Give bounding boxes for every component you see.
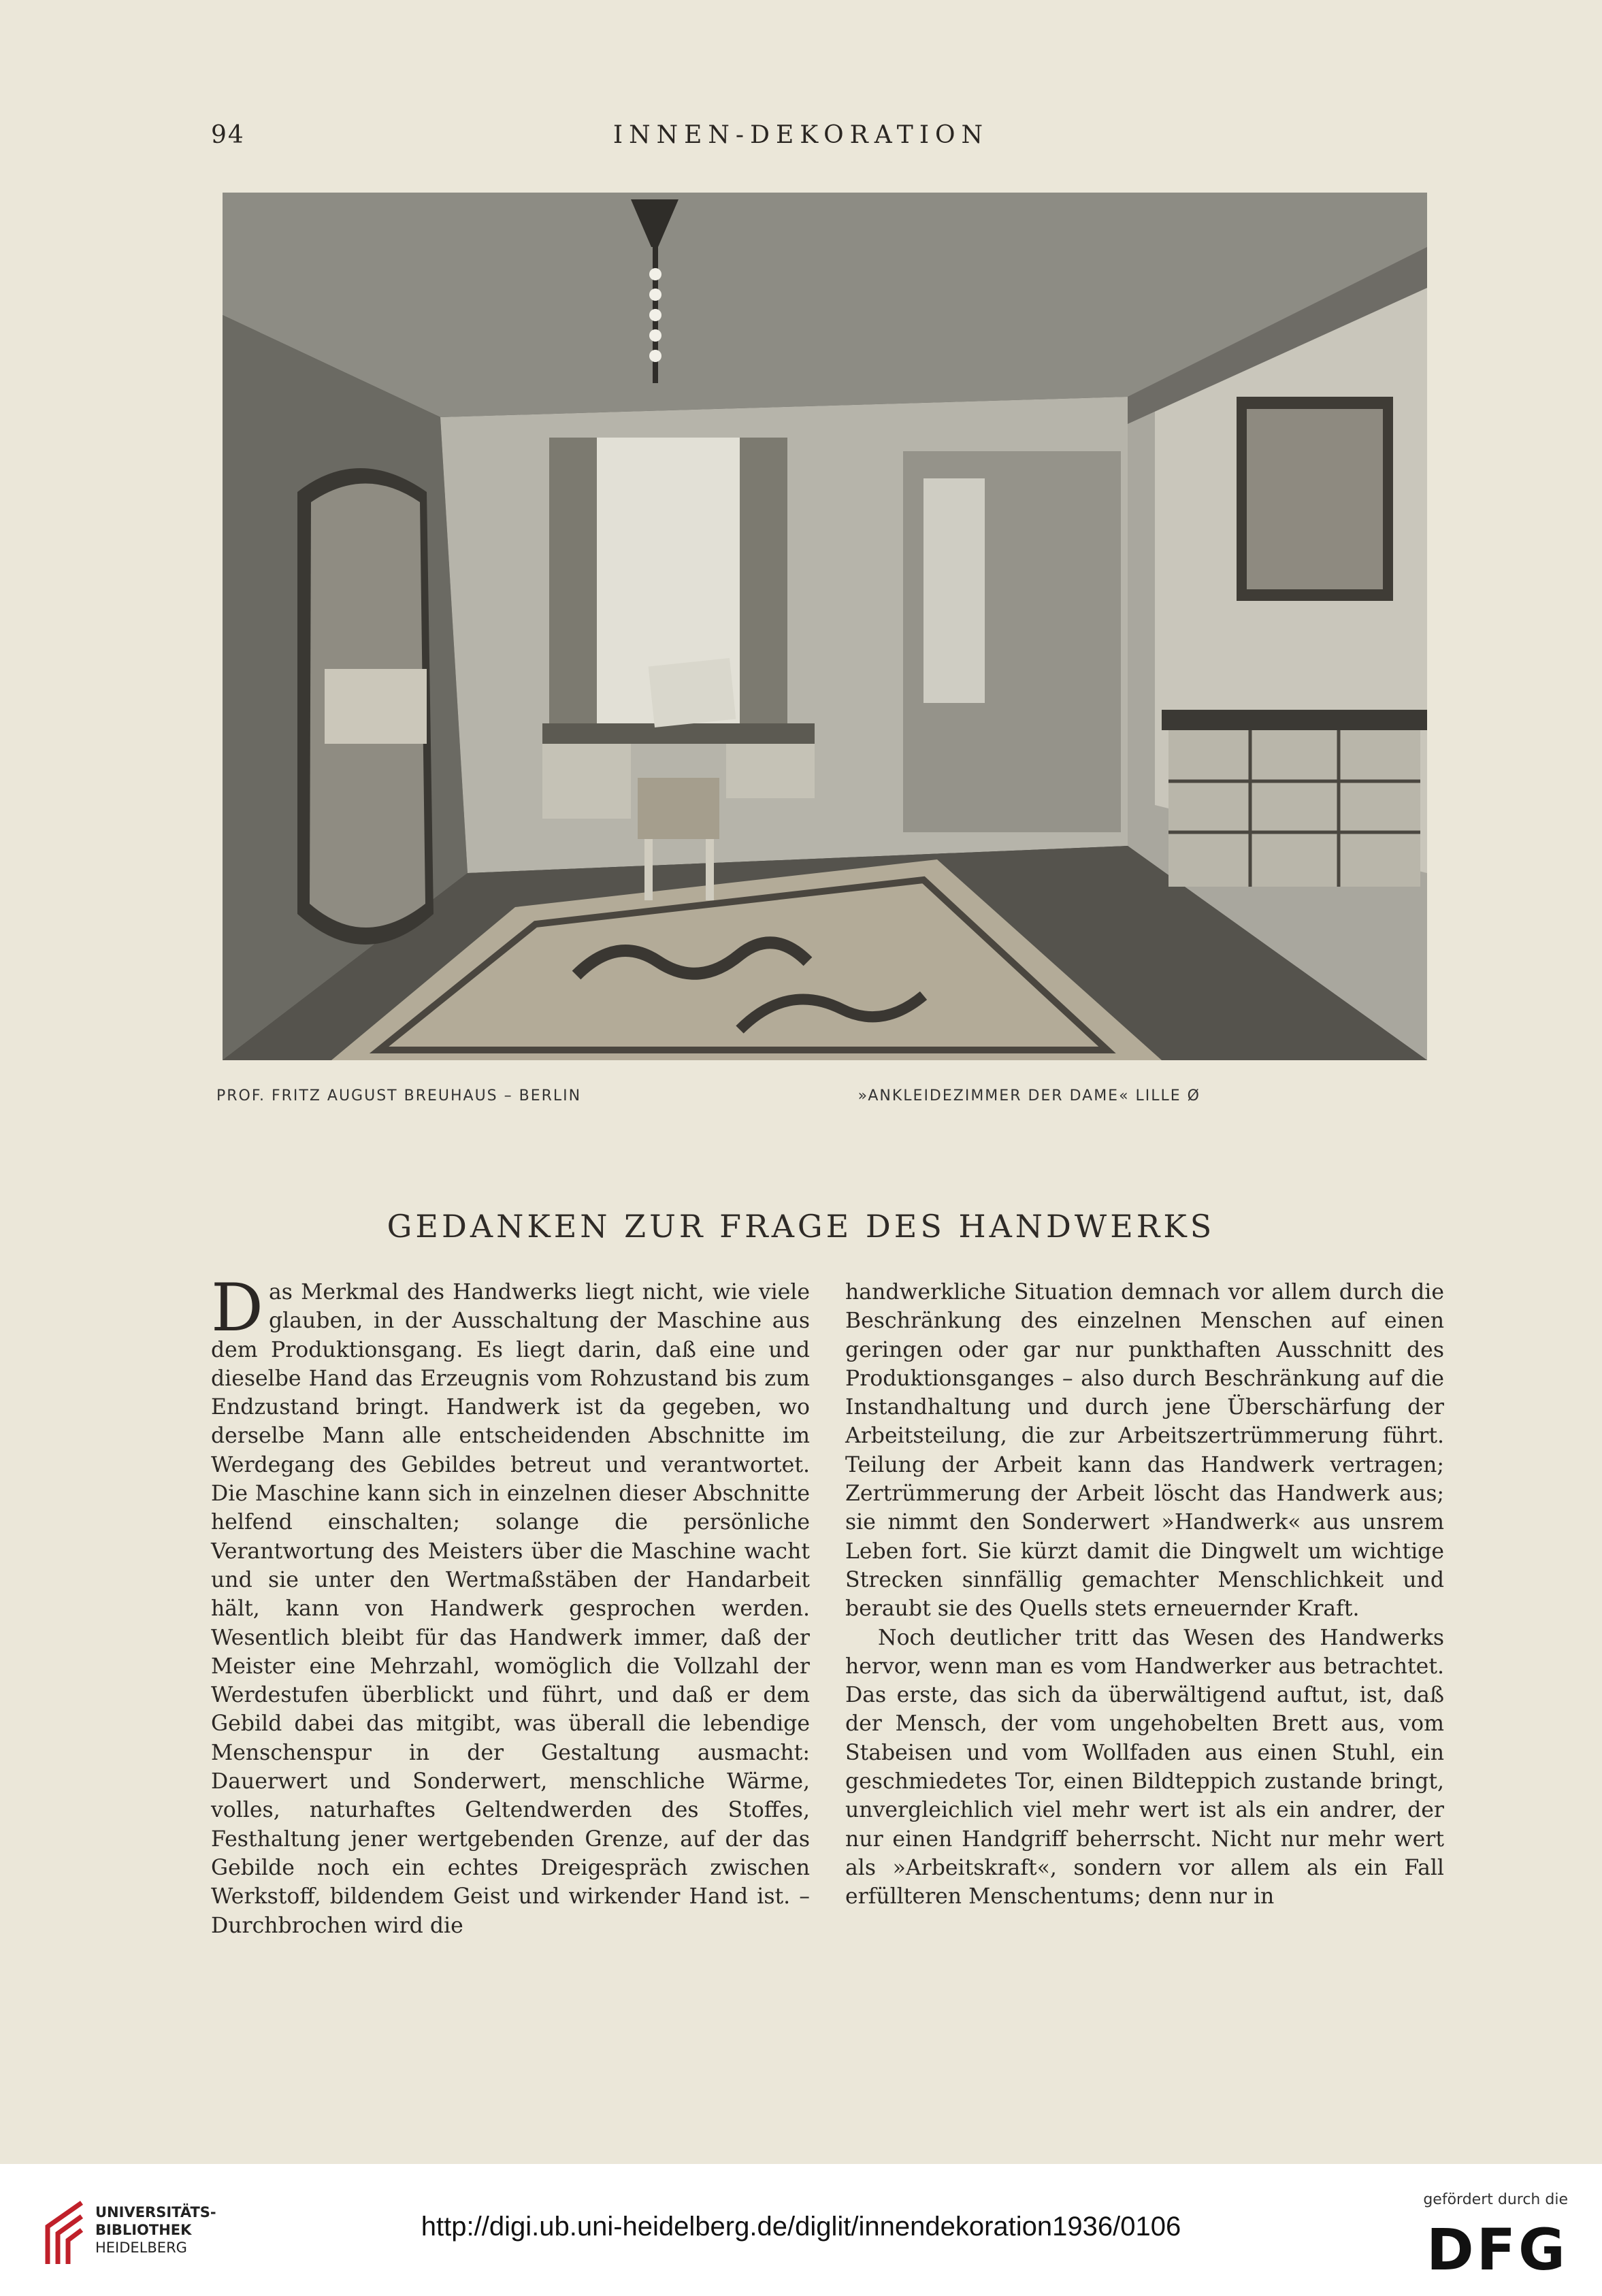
paragraph: Noch deutlicher tritt das Wesen des Handwerks hervor, wenn man es vom Handwerker aus betrachtet. Das erste, das sich da überwältigend auftut, ist, daß der Mensch, der vom ungehobelten Brett aus, vom Stabeisen und vom Wollfaden aus einen Stuhl, ein geschmiedetes Tor, einen Bildteppich zustande bringt, unvergleichlich viel mehr wert ist als ein andrer, der nur einen Handgriff beherrscht. Nicht nur mehr wert als »Arbeitskraft«, sondern vor allem als ein Fall erfüllteren Menschentums; denn nur in — [845, 1625, 1444, 1909]
text-column-left — [211, 1270, 810, 1940]
digitization-footer — [0, 2164, 1602, 2296]
text-column-right — [845, 1278, 1444, 1912]
library-name-line: HEIDELBERG — [95, 2240, 187, 2256]
photo-caption-credit: PROF. FRITZ AUGUST BREUHAUS – BERLIN — [216, 1087, 582, 1104]
dressing-room-photo — [223, 193, 1427, 1060]
source-url-link[interactable]: http://digi.ub.uni-heidelberg.de/diglit/innendekoration1936/0106 — [421, 2212, 1181, 2242]
paragraph-text: as Merkmal des Handwerks liegt nicht, wie viele glauben, in der Ausschaltung der Maschine aus dem Produktionsgang. Es liegt darin, daß eine und dieselbe Hand das Erzeugnis vom Rohzustand bis zum Endzustand bringt. Handwerk ist da gegeben, wo derselbe Mann alle entscheidenden Abschnitte im Werdegang des Gebildes betreut und verantwortet. Die Maschine kann sich in einzelnen dieser Abschnitte helfend einschalten; solange die persönliche Verantwortung des Meisters über die Maschine wacht und sie unter den Wertmaßstäben der Handarbeit hält, kann von Handwerk gesprochen werden. Wesentlich bleibt für das Handwerk immer, daß der Meister eine Mehrzahl, womöglich die Vollzahl der Werdestufen überblickt und führt, und daß er dem Gebild dabei das mitgibt, was überall die lebendige Menschenspur in der Gestaltung ausmacht: Dauerwert und Sonderwert, menschliche Wärme, volles, naturhaftes Geltendwerden des Stoffes, Festhaltung jener wertgebenden Grenze, auf der das Gebilde noch ein echtes Dreigespräch zwischen Werkstoff, bildendem Geist und wirkender Hand ist. – Durchbrochen wird die — [211, 1280, 810, 1938]
library-name-line: UNIVERSITÄTS- — [95, 2204, 216, 2220]
paragraph: handwerkliche Situation demnach vor allem durch die Beschränkung des einzelnen Menschen auf einen geringen oder gar nur punkthaften Ausschnitt des Produktionsganges – also durch Beschränkung auf die Instandhaltung und durch jene Überschärfung der Arbeitsteilung, die zur Arbeitszertrümmerung führt. Teilung der Arbeit kann das Handwerk vertragen; Zertrümmerung der Arbeit löscht das Handwerk aus; sie nimmt den Sonderwert »Handwerk« aus unsrem Leben fort. Sie kürzt damit die Dingwelt um wichtige Strecken sinnfällig gemachter Menschlichkeit und beraubt sie des Quells stets erneuernder Kraft. — [845, 1280, 1444, 1622]
article-title: GEDANKEN ZUR FRAGE DES HANDWERKS — [387, 1208, 1215, 1245]
page-number: 94 — [211, 121, 245, 149]
photo-caption-title: »ANKLEIDEZIMMER DER DAME« LILLE Ø — [857, 1087, 1200, 1104]
running-title: INNEN-DEKORATION — [612, 121, 990, 149]
drop-capital: D — [211, 1270, 263, 1346]
paragraph — [211, 1270, 810, 1940]
library-name-line: BIBLIOTHEK — [95, 2222, 192, 2238]
dfg-logo: DFG — [1426, 2216, 1568, 2283]
sponsor-label: gefördert durch die — [1423, 2191, 1568, 2208]
